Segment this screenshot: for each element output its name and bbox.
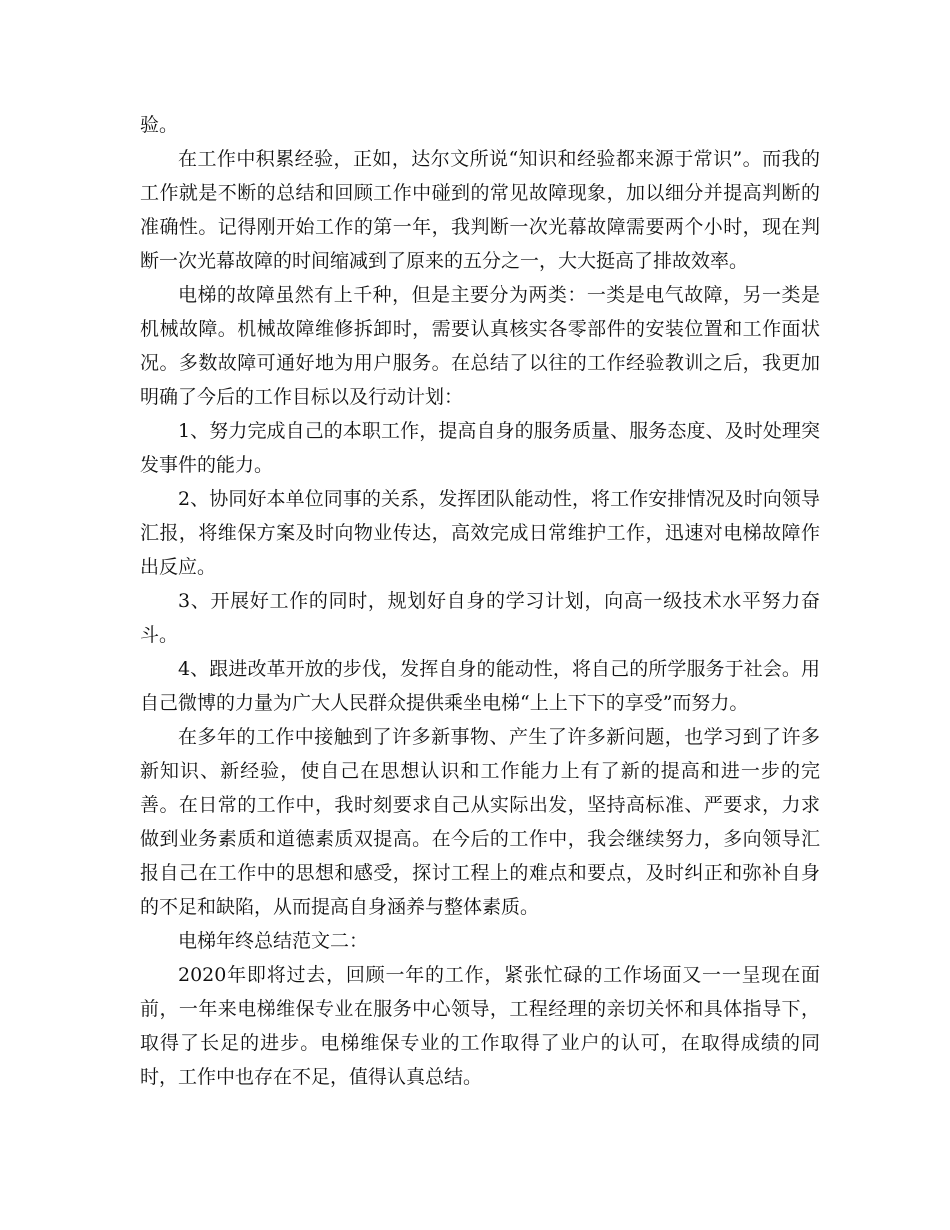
- section-heading: 电梯年终总结范文二：: [178, 930, 369, 952]
- plan-item-2: 2、协同好本单位同事的关系，发挥团队能动性，将工作安排情况及时向领导汇报，将维保方案及时向物业传达，高效完成日常维护工作，迅速对电梯故障作出反应。: [140, 488, 820, 578]
- paragraph-fault-types: 电梯的故障虽然有上千种，但是主要分为两类：一类是电气故障，另一类是机械故障。机械故障维修拆卸时，需要认真核实各零部件的安装位置和工作面状况。多数故障可通好地为用户服务。在总结了以往的工作经验教训之后，我更加明确了今后的工作目标以及行动计划：: [140, 284, 820, 408]
- paragraph-continuation: 验。: [140, 114, 179, 136]
- document-body: [140, 108, 820, 1094]
- paragraph-year-review: 2020年即将过去，回顾一年的工作，紧张忙碌的工作场面又一一呈现在面前，一年来电梯维保专业在服务中心领导，工程经理的亲切关怀和具体指导下，取得了长足的进步。电梯维保专业的工作取得了业户的认可，在取得成绩的同时，工作中也存在不足，值得认真总结。: [140, 964, 820, 1088]
- paragraph-summary: 在多年的工作中接触到了许多新事物、产生了许多新问题，也学习到了许多新知识、新经验，使自己在思想认识和工作能力上有了新的提高和进一步的完善。在日常的工作中，我时刻要求自己从实际出发，坚持高标准、严要求，力求做到业务素质和道德素质双提高。在今后的工作中，我会继续努力，多向领导汇报自己在工作中的思想和感受，探讨工程上的难点和要点，及时纠正和弥补自身的不足和缺陷，从而提高自身涵养与整体素质。: [140, 726, 820, 918]
- paragraph-experience: 在工作中积累经验，正如，达尔文所说“知识和经验都来源于常识”。而我的工作就是不断的总结和回顾工作中碰到的常见故障现象，加以细分并提高判断的准确性。记得刚开始工作的第一年，我判断一次光幕故障需要两个小时，现在判断一次光幕故障的时间缩减到了原来的五分之一，大大挺高了排故效率。: [140, 148, 820, 272]
- plan-item-4: 4、跟进改革开放的步伐，发挥自身的能动性，将自己的所学服务于社会。用自己微博的力量为广大人民群众提供乘坐电梯“上上下下的享受”而努力。: [140, 658, 820, 714]
- plan-item-1: 1、努力完成自己的本职工作，提高自身的服务质量、服务态度、及时处理突发事件的能力。: [140, 420, 820, 476]
- plan-item-3: 3、开展好工作的同时，规划好自身的学习计划，向高一级技术水平努力奋斗。: [140, 590, 820, 646]
